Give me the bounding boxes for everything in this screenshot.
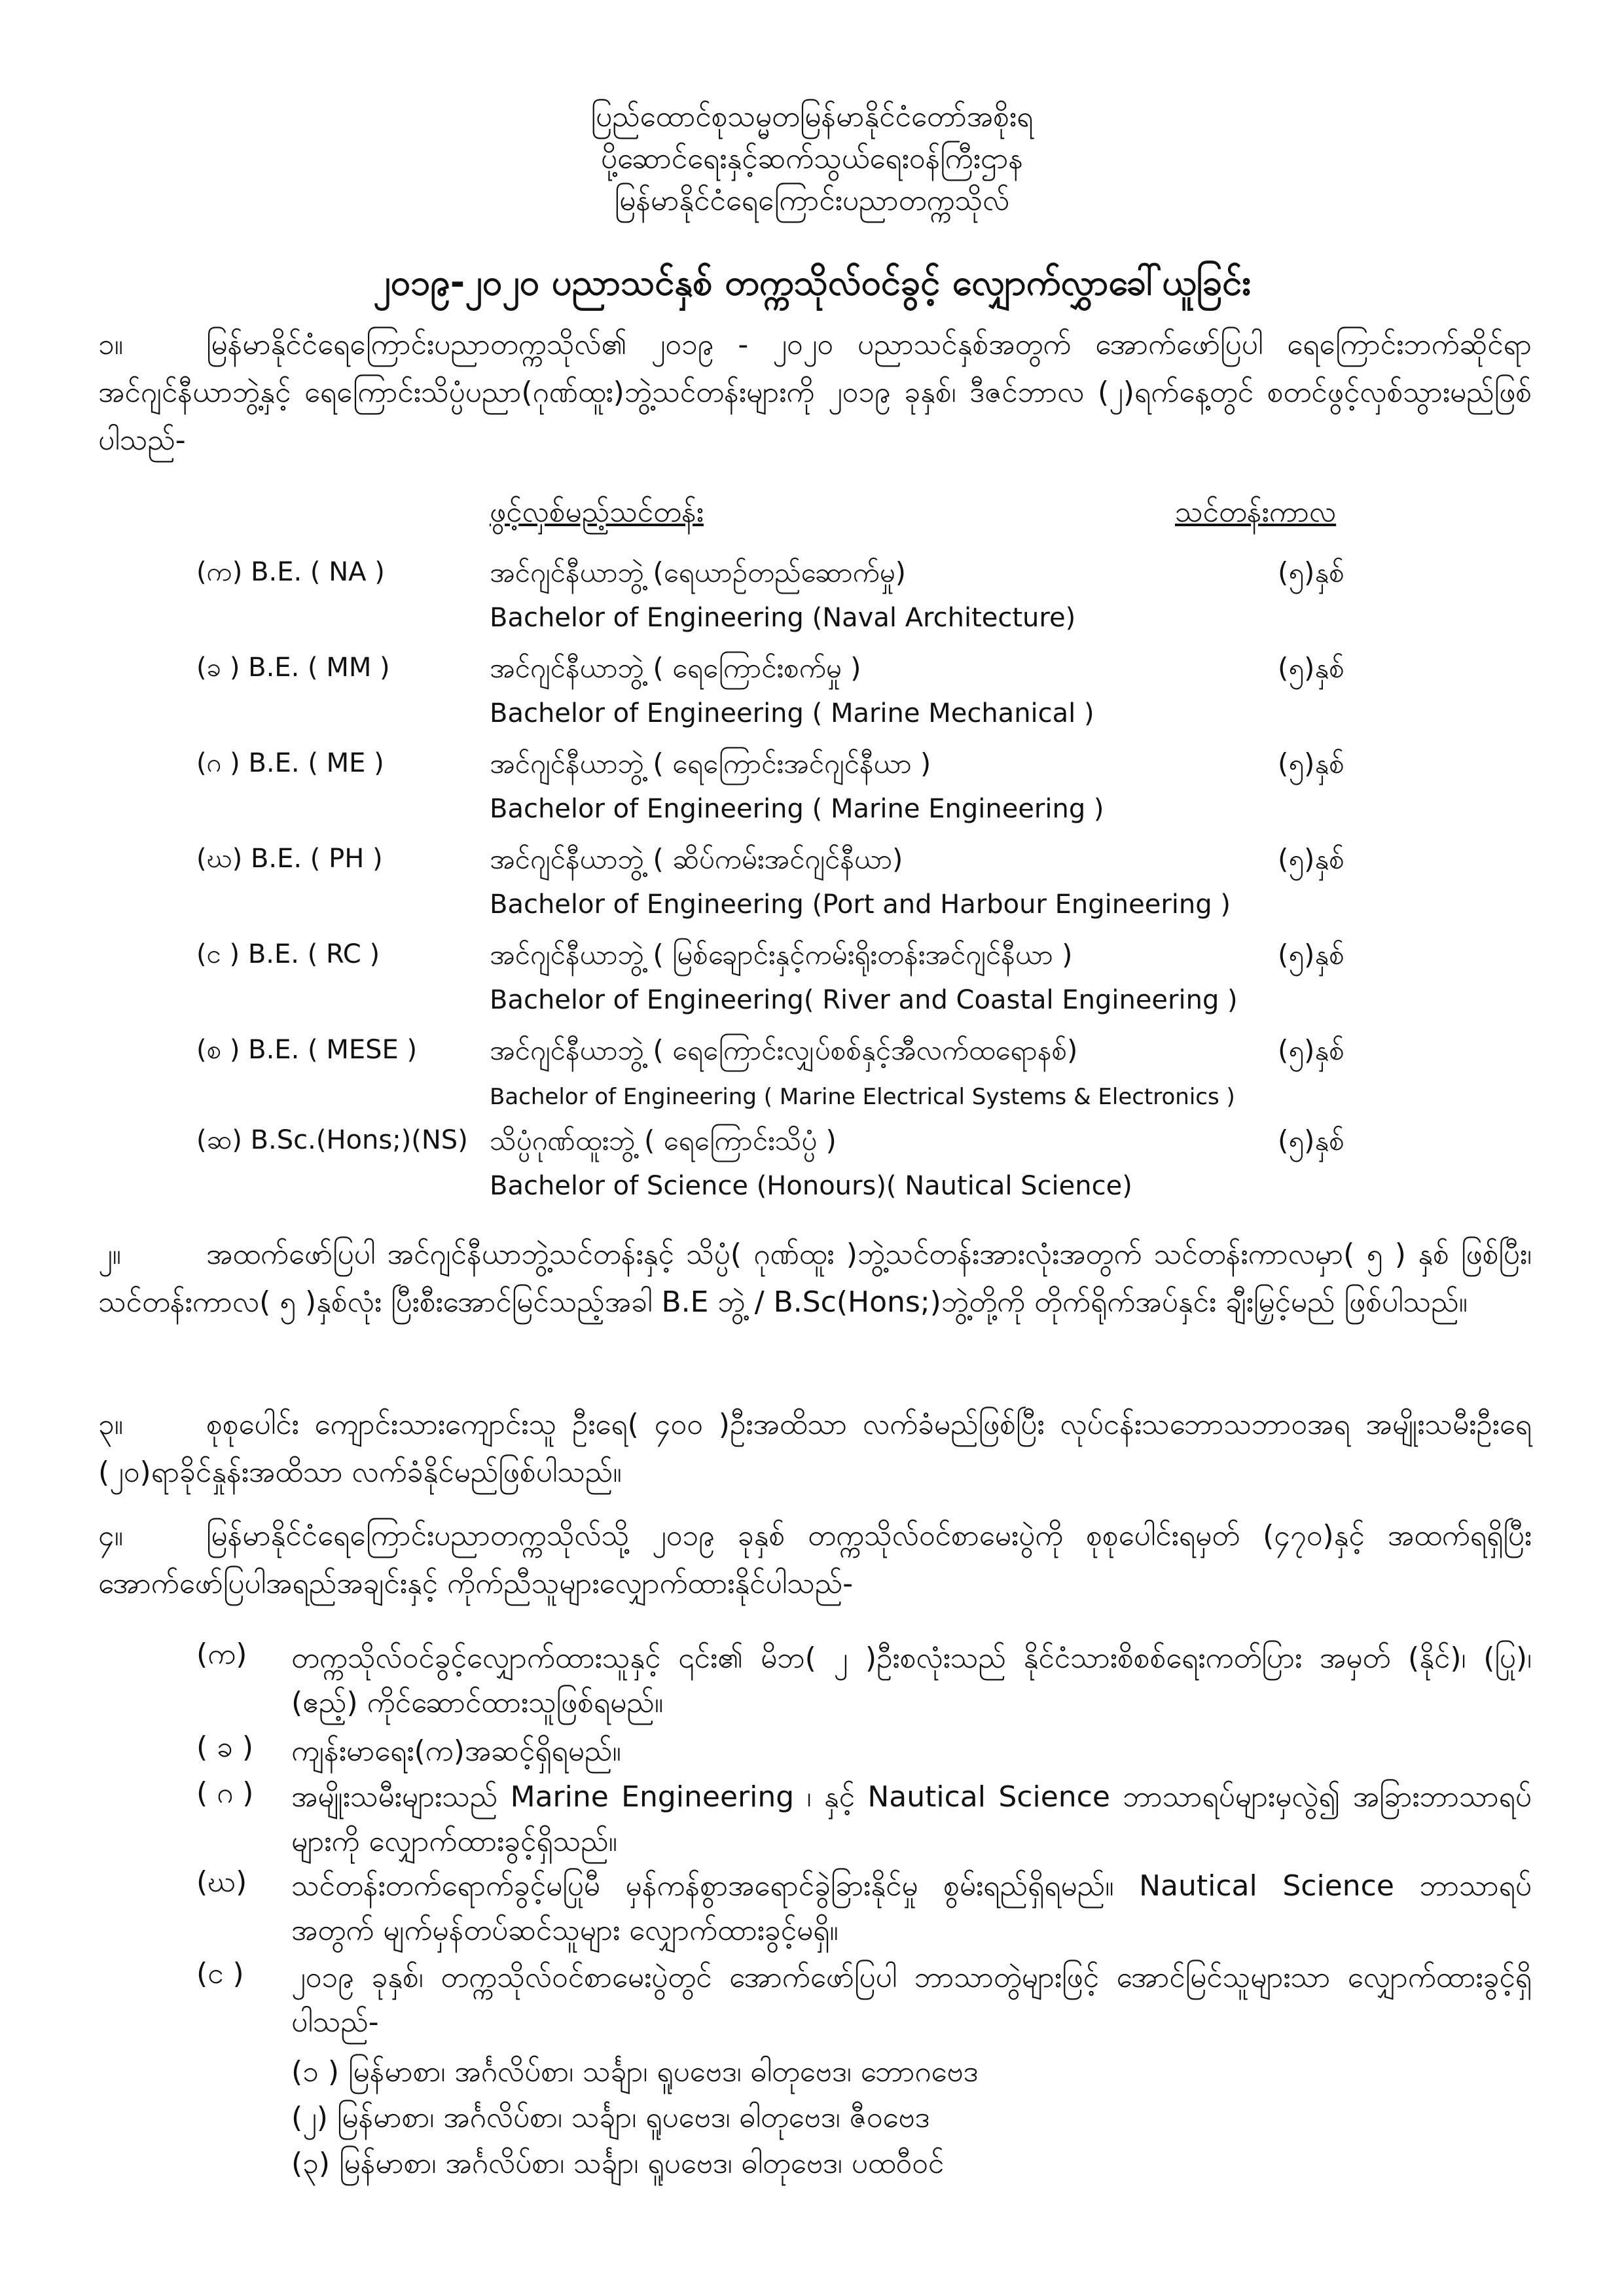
- course-name-en: Bachelor of Engineering ( Marine Electrical Systems & Electronics ): [490, 1084, 1235, 1110]
- subject-combination: (၃) မြန်မာစာ၊ အင်္ဂလိပ်စာ၊ သင်္ချာ၊ ရူပဗေဒ၊ ဓါတုဗေဒ၊ ပထဝီဝင်: [291, 2147, 945, 2180]
- course-duration: (၅)နှစ်: [1278, 1124, 1344, 1157]
- requirement-text: တက္ကသိုလ်ဝင်ခွင့်လျှောက်ထားသူနှင့် ၎င်း၏ မိဘ( ၂ )ဦးစလုံးသည် နိုင်ငံသားစိစစ်ရေးကတ်ပြား အမှတ် (နိုင်)၊ (ပြု)၊ (ဧည့်) ကိုင်ဆောင်ထားသူဖြစ်ရမည်။: [291, 1641, 1532, 1719]
- course-name-mm: သိပ္ပံဂုဏ်ထူးဘွဲ့ ( ရေကြောင်းသိပ္ပံ ): [490, 1124, 837, 1157]
- course-name-mm: အင်ဂျင်နီယာဘွဲ့ ( ရေကြောင်းအင်ဂျင်နီယာ ): [490, 747, 931, 780]
- course-duration: (၅)နှစ်: [1278, 556, 1344, 588]
- subject-combination: (၁ ) မြန်မာစာ၊ အင်္ဂလိပ်စာ၊ သင်္ချာ၊ ရူပဗေဒ၊ ဓါတုဗေဒ၊ ဘောဂဗေဒ: [291, 2055, 979, 2089]
- requirement-text: သင်တန်းတက်ရောက်ခွင့်မပြုမီ မှန်ကန်စွာအရောင်ခွဲခြားနိုင်မှု စွမ်းရည်ရှိရမည်။ Nautical Science ဘာသာရပ် အတွက် မျက်မှန်တပ်ဆင်သူများ လျှောက်ထားခွင့်မရှိ။: [291, 1869, 1532, 1947]
- course-name-mm: အင်ဂျင်နီယာဘွဲ့ ( ရေကြောင်းလျှပ်စစ်နှင့်အီလက်ထရောနစ်): [490, 1034, 1078, 1066]
- paragraph-3: [98, 1401, 1532, 1496]
- paragraph-1: [98, 321, 1532, 464]
- course-duration: (၅)နှစ်: [1278, 652, 1344, 684]
- course-code: (ဂ ) B.E. ( ME ): [196, 748, 384, 778]
- course-name-en: Bachelor of Engineering ( Marine Mechanical ): [490, 698, 1094, 728]
- requirement-text: အမျိုးသမီးများသည် Marine Engineering ၊ နှင့် Nautical Science ဘာသာရပ်များမှလွဲ၍ အခြားဘာသာရပ်များကို လျှောက်ထားခွင့်ရှိသည်။: [291, 1780, 1532, 1858]
- course-duration: (၅)နှစ်: [1278, 939, 1344, 971]
- header-university: မြန်မာနိုင်ငံရေကြောင်းပညာတက္ကသိုလ်: [614, 184, 1010, 217]
- course-name-mm: အင်ဂျင်နီယာဘွဲ့ ( ဆိပ်ကမ်းအင်ဂျင်နီယာ): [490, 843, 903, 875]
- course-code: (ဃ) B.E. ( PH ): [196, 844, 383, 874]
- course-name-en: Bachelor of Engineering( River and Coastal Engineering ): [490, 985, 1238, 1015]
- course-code: (က) B.E. ( NA ): [196, 557, 385, 587]
- paragraph-text: စုစုပေါင်း ကျောင်းသားကျောင်းသူ ဦးရေ( ၄၀၀ )ဦးအထိသာ လက်ခံမည်ဖြစ်ပြီး လုပ်ငန်းသဘောသဘာဝအရ အမျိုးသမီးဦးရေ (၂၀)ရာခိုင်နှုန်းအထိသာ လက်ခံနိုင်မည်ဖြစ်ပါသည်။: [98, 1408, 1532, 1489]
- paragraph-text: အထက်ဖော်ပြပါ အင်ဂျင်နီယာဘွဲ့သင်တန်းနှင့် သိပ္ပံ( ဂုဏ်ထူး )ဘွဲ့သင်တန်းအားလုံးအတွက် သင်တန်းကာလမှာ( ၅ ) နှစ် ဖြစ်ပြီး၊ သင်တန်းကာလ( ၅ )နှစ်လုံး ပြီးစီးအောင်မြင်သည့်အခါ B.E ဘွဲ့ / B.Sc(Hons;)ဘွဲ့တို့ကို တိုက်ရိုက်အပ်နှင်း ချီးမြှင့်မည် ဖြစ်ပါသည်။: [98, 1238, 1532, 1319]
- requirement-label: (ဃ): [196, 1865, 247, 1899]
- course-name-en: Bachelor of Engineering (Naval Architecture): [490, 603, 1076, 633]
- paragraph-text: မြန်မာနိုင်ငံရေကြောင်းပညာတက္ကသိုလ်၏ ၂၀၁၉ - ၂၀၂၀ ပညာသင်နှစ်အတွက် အောက်ဖော်ပြပါ ရေကြောင်းဘက်ဆိုင်ရာအင်ဂျင်နီယာဘွဲ့နှင့် ရေကြောင်းသိပ္ပံပညာ(ဂုဏ်ထူး)ဘွဲ့သင်တန်းများကို ၂၀၁၉ ခုနှစ်၊ ဒီဇင်ဘာလ (၂)ရက်နေ့တွင် စတင်ဖွင့်လှစ်သွားမည်ဖြစ်ပါသည်-: [98, 328, 1532, 457]
- course-row: [0, 555, 1624, 651]
- requirement-label: (င ): [196, 1957, 244, 1990]
- column-header-courses: ဖွင့်လှစ်မည့်သင်တန်း: [490, 495, 704, 529]
- paragraph-number: ၂။: [98, 1238, 121, 1271]
- page-title: ၂၀၁၉-၂၀၂၀ ပညာသင်နှစ် တက္ကသိုလ်ဝင်ခွင့် လျှောက်လွှာခေါ်ယူခြင်း: [373, 262, 1251, 303]
- requirement-label: (က): [196, 1638, 247, 1671]
- course-name-en: Bachelor of Engineering (Port and Harbour Engineering ): [490, 889, 1231, 920]
- requirement-text: ၂၀၁၉ ခုနှစ်၊ တက္ကသိုလ်ဝင်စာမေးပွဲတွင် အောက်ဖော်ပြပါ ဘာသာတွဲများဖြင့် အောင်မြင်သူများသာ လျှောက်ထားခွင့်ရှိပါသည်-: [291, 1961, 1532, 2039]
- paragraph-text: မြန်မာနိုင်ငံရေကြောင်းပညာတက္ကသိုလ်သို့ ၂၀၁၉ ခုနှစ် တက္ကသိုလ်ဝင်စာမေးပွဲကို စုစုပေါင်းရမှတ် (၄၇၀)နှင့် အထက်ရရှိပြီး အောက်ဖော်ပြပါအရည်အချင်းနှင့် ကိုက်ညီသူများလျှောက်ထားနိုင်ပါသည်-: [98, 1519, 1532, 1600]
- paragraph-number: ၄။: [98, 1519, 124, 1552]
- course-name-mm: အင်ဂျင်နီယာဘွဲ့ ( ရေကြောင်းစက်မှု ): [490, 652, 861, 684]
- course-duration: (၅)နှစ်: [1278, 747, 1344, 780]
- course-code: (စ ) B.E. ( MESE ): [196, 1035, 418, 1065]
- requirement-text: ကျန်းမာရေး(က)အဆင့်ရှိရမည်။: [291, 1734, 621, 1768]
- course-duration: (၅)နှစ်: [1278, 843, 1344, 875]
- subject-combination: (၂) မြန်မာစာ၊ အင်္ဂလိပ်စာ၊ သင်္ချာ၊ ရူပဗေဒ၊ ဓါတုဗေဒ၊ ဇီဝဗေဒ: [291, 2101, 930, 2134]
- course-row: [0, 1123, 1624, 1219]
- course-row: [0, 651, 1624, 746]
- paragraph-number: ၃။: [98, 1408, 124, 1441]
- paragraph-2: [98, 1230, 1532, 1326]
- course-code: (င ) B.E. ( RC ): [196, 939, 380, 969]
- requirement-label: ( ဂ ): [196, 1776, 254, 1810]
- course-row: [0, 937, 1624, 1033]
- paragraph-4: [98, 1512, 1532, 1607]
- course-row: [0, 746, 1624, 842]
- header-ministry: ပို့ဆောင်ရေးနှင့်ဆက်သွယ်ရေးဝန်ကြီးဌာန: [600, 142, 1024, 175]
- course-row: [0, 842, 1624, 937]
- course-code: (ခ ) B.E. ( MM ): [196, 653, 390, 683]
- course-name-en: Bachelor of Engineering ( Marine Engineering ): [490, 794, 1104, 824]
- course-code: (ဆ) B.Sc.(Hons;)(NS): [196, 1125, 468, 1155]
- course-name-mm: အင်ဂျင်နီယာဘွဲ့ ( မြစ်ချောင်းနှင့်ကမ်းရိုးတန်းအင်ဂျင်နီယာ ): [490, 939, 1073, 971]
- requirement-label: ( ခ ): [196, 1731, 254, 1764]
- course-name-en: Bachelor of Science (Honours)( Nautical Science): [490, 1171, 1132, 1201]
- header-government: ပြည်ထောင်စုသမ္မတမြန်မာနိုင်ငံတော်အစိုးရ: [590, 100, 1034, 134]
- paragraph-number: ၁။: [98, 328, 124, 361]
- course-duration: (၅)နှစ်: [1278, 1034, 1344, 1066]
- course-name-mm: အင်ဂျင်နီယာဘွဲ့ (ရေယာဉ်တည်ဆောက်မှု): [490, 556, 907, 588]
- course-row: [0, 1033, 1624, 1128]
- column-header-duration: သင်တန်းကာလ: [1175, 495, 1337, 529]
